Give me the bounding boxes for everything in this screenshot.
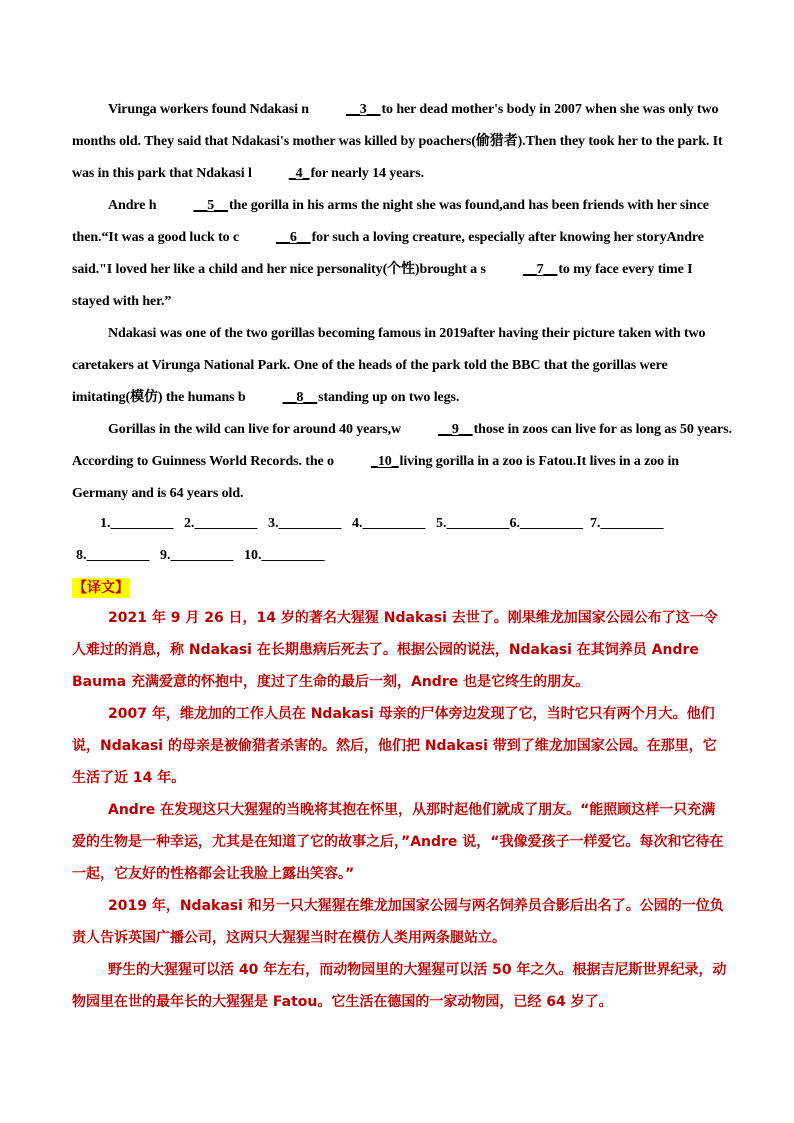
chinese-translation (72, 602, 728, 1018)
text-segment: living gorilla in a zoo is Fatou.It lives in a zoo in Germany and is 64 years old. (72, 454, 679, 501)
paragraph-2 (72, 190, 732, 318)
english-passage (72, 94, 732, 510)
translation-paragraph-2: 2007 年，维龙加的工作人员在 Ndakasi 母亲的尸体旁边发现了它，当时它只有两个月大。他们说，Ndakasi 的母亲是被偷猎者杀害的。然后，他们把 Ndakasi 带到了维龙加国家公园。在那里，它生活了近 14 年。 (72, 706, 717, 786)
answer-blanks-line-1 (100, 508, 780, 540)
translation-paragraph-1: 2021 年 9 月 26 日，14 岁的著名大猩猩 Ndakasi 去世了。刚果维龙加国家公园公布了这一令人难过的消息，称 Ndakasi 在长期患病后死去了。根据公园的说法，Ndakasi 在其饲养员 Andre Bauma 充满爱意的怀抱中，度过了生命的最后一刻，Andre 也是它终生的朋友。 (72, 610, 718, 690)
paragraph-3 (72, 318, 732, 414)
text-segment: Ndakasi was one of the two gorillas becoming famous in 2019after having their picture taken with two caretakers at Virunga National Park. One of the heads of the park told the BBC that the gorillas were imitating(模仿) the humans b (72, 326, 706, 405)
text-segment: to her dead mother's body in 2007 when she was only two months old. They said that Ndakasi's mother was killed by poachers(偷猎者).Then they took her to the park. It was in this park that Ndakasi l (72, 102, 723, 181)
paragraph-1 (72, 94, 732, 190)
translation-paragraph-5: 野生的大猩猩可以活 40 年左右，而动物园里的大猩猩可以活 50 年之久。根据吉尼斯世界纪录，动物园里在世的最年长的大猩猩是 Fatou。它生活在德国的一家动物园，已经 64 岁了。 (72, 962, 727, 1010)
paragraph-4 (72, 414, 732, 510)
text-segment: Virunga workers found Ndakasi n (108, 102, 309, 117)
blank-3: __3__ (345, 102, 381, 117)
text-segment: standing up on two legs. (318, 390, 460, 405)
answer-line: 1._________ 2._________ 3._________ 4._________ 5._________6._________ 7._________ (100, 516, 664, 531)
blank-9: __9__ (438, 422, 473, 437)
blank-8: __8__ (282, 390, 318, 405)
blank-10: _10_ (370, 454, 399, 469)
blank-7: __7__ (522, 262, 558, 277)
translation-paragraph-4: 2019 年，Ndakasi 和另一只大猩猩在维龙加国家公园与两名饲养员合影后出名了。公园的一位负责人告诉英国广播公司，这两只大猩猩当时在模仿人类用两条腿站立。 (72, 898, 724, 946)
blank-4: _4_ (288, 166, 310, 181)
text-segment: for such a loving creature, especially after knowing her storyAndre said."I loved her like a child and her nice personality(个性)brought a s (72, 230, 704, 277)
answer-line: 8._________ 9._________ 10._________ (76, 548, 325, 563)
blank-5: __5__ (193, 198, 228, 213)
answer-blanks-line-2 (76, 540, 756, 572)
translation-paragraph-3: Andre 在发现这只大猩猩的当晚将其抱在怀里，从那时起他们就成了朋友。“能照顾这样一只充满爱的生物是一种幸运，尤其是在知道了它的故事之后，”Andre 说，“我像爱孩子一样爱它。每次和它待在一起，它友好的性格都会让我脸上露出笑容。” (72, 802, 724, 882)
text-segment: those in zoos can live for as long as 50 years. According to Guinness World Records. the o (72, 422, 732, 469)
text-segment: Gorillas in the wild can live for around 40 years,w (108, 422, 402, 437)
translation-label: 【译文】 (73, 580, 129, 596)
blank-6: __6__ (276, 230, 311, 245)
text-segment: Andre h (108, 198, 157, 213)
text-segment: to my face every time I stayed with her.” (72, 262, 693, 309)
text-segment: for nearly 14 years. (310, 166, 425, 181)
text-segment: the gorilla in his arms the night she was found,and has been friends with her since then.“It was a good luck to c (72, 198, 709, 245)
